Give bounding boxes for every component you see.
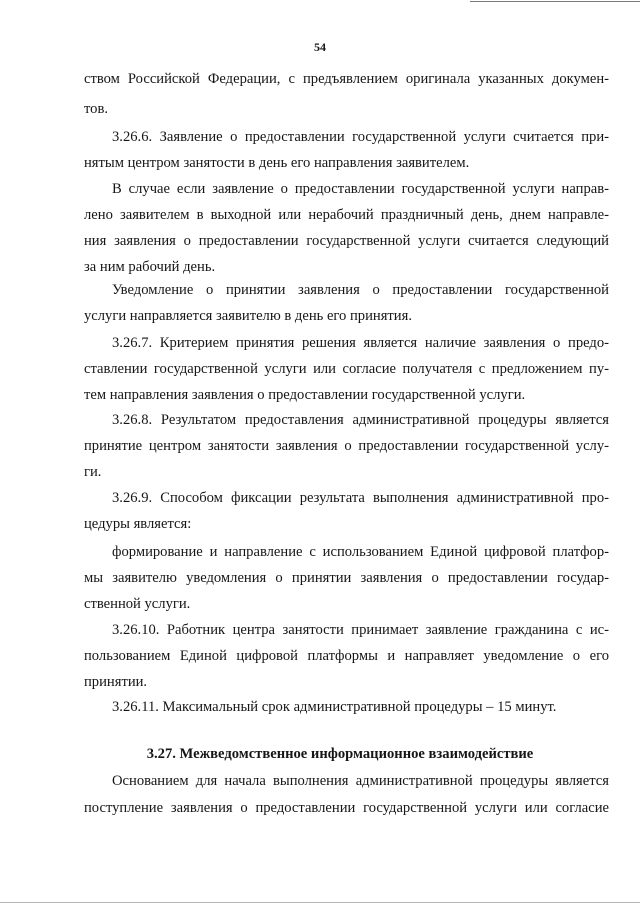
text-line: ством Российской Федерации, с предъявлением оригинала указанных докумен-	[84, 71, 609, 87]
text-line: ставлении государственной услуги или согласие получателя с предложением пу-	[84, 361, 609, 377]
text-line: услуги направляется заявителю в день его принятия.	[84, 308, 412, 324]
text-line: мы заявителю уведомления о принятии заявления о предоставлении государ-	[84, 570, 609, 586]
text-line: пользованием Единой цифровой платформы и направляет уведомление о его	[84, 648, 609, 664]
text-line: за ним рабочий день.	[84, 259, 216, 275]
text-line: лено заявителем в выходной или нерабочий праздничный день, днем направле-	[84, 207, 609, 223]
scan-edge-line-bottom	[0, 902, 640, 903]
text-line: 3.26.10. Работник центра занятости принимает заявление гражданина с ис-	[112, 622, 609, 638]
text-line: ственной услуги.	[84, 596, 191, 612]
text-line: 3.26.9. Способом фиксации результата выполнения административной про-	[112, 490, 609, 506]
text-line: 3.26.11. Максимальный срок административной процедуры – 15 минут.	[112, 699, 557, 715]
text-line: ги.	[84, 464, 102, 480]
text-line: формирование и направление с использованием Единой цифровой платфор-	[112, 544, 609, 560]
text-line: ния заявления о предоставлении государственной услуги считается следующий	[84, 233, 609, 249]
text-line: 3.26.7. Критерием принятия решения является наличие заявления о предо-	[112, 335, 609, 351]
text-line: В случае если заявление о предоставлении государственной услуги направ-	[112, 181, 609, 197]
text-line: 3.26.6. Заявление о предоставлении государственной услуги считается при-	[112, 129, 609, 145]
page-number: 54	[314, 40, 326, 54]
text-line: принятие центром занятости заявления о предоставлении государственной услу-	[84, 438, 609, 454]
text-line: поступление заявления о предоставлении государственной услуги или согласие	[84, 800, 609, 816]
text-line: нятым центром занятости в день его направления заявителем.	[84, 155, 470, 171]
text-line: тем направления заявления о предоставлении государственной услуги.	[84, 387, 526, 403]
text-line: принятии.	[84, 674, 148, 690]
text-line: цедуры является:	[84, 516, 192, 532]
text-line: тов.	[84, 101, 109, 117]
text-line: Уведомление о принятии заявления о предоставлении государственной	[112, 282, 609, 298]
text-line: 3.26.8. Результатом предоставления административной процедуры является	[112, 412, 609, 428]
section-heading: 3.27. Межведомственное информационное взаимодействие	[146, 746, 534, 762]
text-line: Основанием для начала выполнения административной процедуры является	[112, 773, 609, 789]
scan-edge-line-top	[470, 1, 640, 2]
